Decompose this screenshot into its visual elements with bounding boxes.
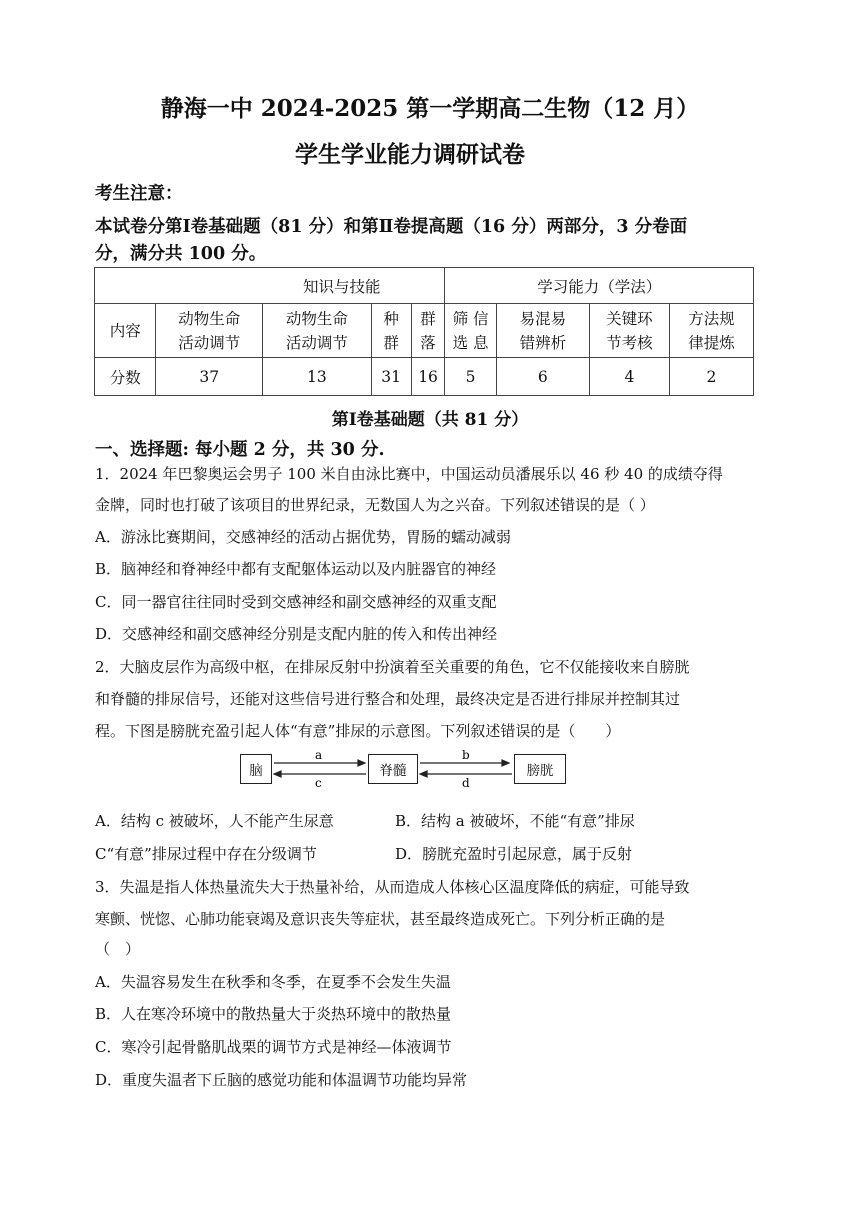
arrow-label-b: b	[462, 748, 470, 762]
group-knowledge-skill: 知识与技能	[95, 268, 445, 304]
column-name: 种 群	[371, 304, 411, 358]
q2-stem-line2: 和脊髓的排尿信号，还能对这些信号进行整合和处理，最终决定是否进行排尿并控制其过	[95, 690, 681, 708]
q2-option-b: B．结构 a 被破坏，不能“有意”排尿	[395, 812, 635, 830]
arrow-label-a: a	[315, 748, 323, 762]
q2-stem-line1: 2．大脑皮层作为高级中枢，在排尿反射中扮演着至关重要的角色，它不仅能接收来自膀胱	[95, 658, 690, 676]
column-score: 31	[371, 358, 411, 396]
column-name: 易混易 错辨析	[496, 304, 589, 358]
score-table	[94, 267, 754, 396]
arrow-label-c: c	[315, 776, 322, 788]
q1-option-c: C．同一器官往往同时受到交感神经和副交感神经的双重支配	[95, 593, 497, 611]
q1-option-a: A．游泳比赛期间，交感神经的活动占据优势，胃肠的蠕动减弱	[95, 528, 511, 546]
section-title: 第Ⅰ卷基础题（共 81 分）	[331, 410, 529, 430]
row-label-content: 内容	[95, 304, 156, 358]
part1-heading: 一、选择题: 每小题 2 分，共 30 分.	[95, 440, 385, 460]
q1-option-d: D．交感神经和副交感神经分别是支配内脏的传入和传出神经	[95, 625, 498, 643]
column-score: 13	[263, 358, 372, 396]
column-name: 筛 信 选 息	[445, 304, 496, 358]
column-name: 动物生命 活动调节	[263, 304, 372, 358]
column-score: 2	[669, 358, 753, 396]
column-name: 关键环 节考核	[589, 304, 669, 358]
arrow-label-d: d	[462, 776, 470, 788]
q3-stem-line2: 寒颤、恍惚、心肺功能衰竭及意识丧失等症状，甚至最终造成死亡。下列分析正确的是	[95, 910, 666, 928]
notice-label: 考生注意：	[95, 184, 183, 204]
q3-option-b: B．人在寒冷环境中的散热量大于炎热环境中的散热量	[95, 1005, 452, 1023]
column-name: 群 落	[411, 304, 445, 358]
q1-option-b: B．脑神经和脊神经中都有支配躯体运动以及内脏器官的神经	[95, 560, 497, 578]
q3-stem-line1: 3．失温是指人体热量流失大于热量补给，从而造成人体核心区温度降低的病症，可能导致	[95, 878, 690, 896]
exam-title-line2: 学生学业能力调研试卷	[295, 141, 525, 168]
q3-option-a: A．失温容易发生在秋季和冬季，在夏季不会发生失温	[95, 973, 451, 991]
column-score: 6	[496, 358, 589, 396]
diagram-arrows	[238, 748, 568, 788]
q2-option-c: C“有意”排尿过程中存在分级调节	[95, 845, 317, 863]
q3-option-c: C．寒冷引起骨骼肌战栗的调节方式是神经—体液调节	[95, 1038, 452, 1056]
column-score: 16	[411, 358, 445, 396]
column-name: 方法规 律提炼	[669, 304, 753, 358]
column-score: 37	[156, 358, 263, 396]
q3-option-d: D．重度失温者下丘脑的感觉功能和体温调节功能均异常	[95, 1071, 468, 1089]
exam-title-line1: 静海一中 2024-2025 第一学期高二生物（12 月）	[160, 95, 700, 122]
q2-option-d: D．膀胱充盈时引起尿意，属于反射	[395, 845, 633, 863]
group-learning-ability: 学习能力（学法）	[445, 268, 754, 304]
q1-stem-line1: 1．2024 年巴黎奥运会男子 100 米自由泳比赛中，中国运动员潘展乐以 46 秒 40 的成绩夺得	[95, 465, 723, 483]
q2-option-a: A．结构 c 被破坏，人不能产生尿意	[95, 812, 334, 830]
spinal-cord-box: 脊髓	[368, 754, 418, 784]
q1-stem-line2: 金牌，同时也打破了该项目的世界纪录，无数国人为之兴奋。下列叙述错误的是（ ）	[95, 496, 655, 514]
column-name: 动物生命 活动调节	[156, 304, 263, 358]
notice-line2: 分，满分共 100 分。	[95, 244, 267, 264]
q3-stem-line3: （ ）	[95, 940, 141, 958]
q2-stem-line3: 程。下图是膀胱充盈引起人体“有意”排尿的示意图。下列叙述错误的是（ ）	[95, 722, 621, 740]
column-score: 5	[445, 358, 496, 396]
brain-box: 脑	[240, 754, 272, 784]
bladder-box: 膀胱	[514, 754, 566, 784]
row-label-score: 分数	[95, 358, 156, 396]
column-score: 4	[589, 358, 669, 396]
urination-diagram	[238, 748, 568, 788]
notice-line1: 本试卷分第Ⅰ卷基础题（81 分）和第Ⅱ卷提高题（16 分）两部分，3 分卷面	[95, 217, 688, 237]
